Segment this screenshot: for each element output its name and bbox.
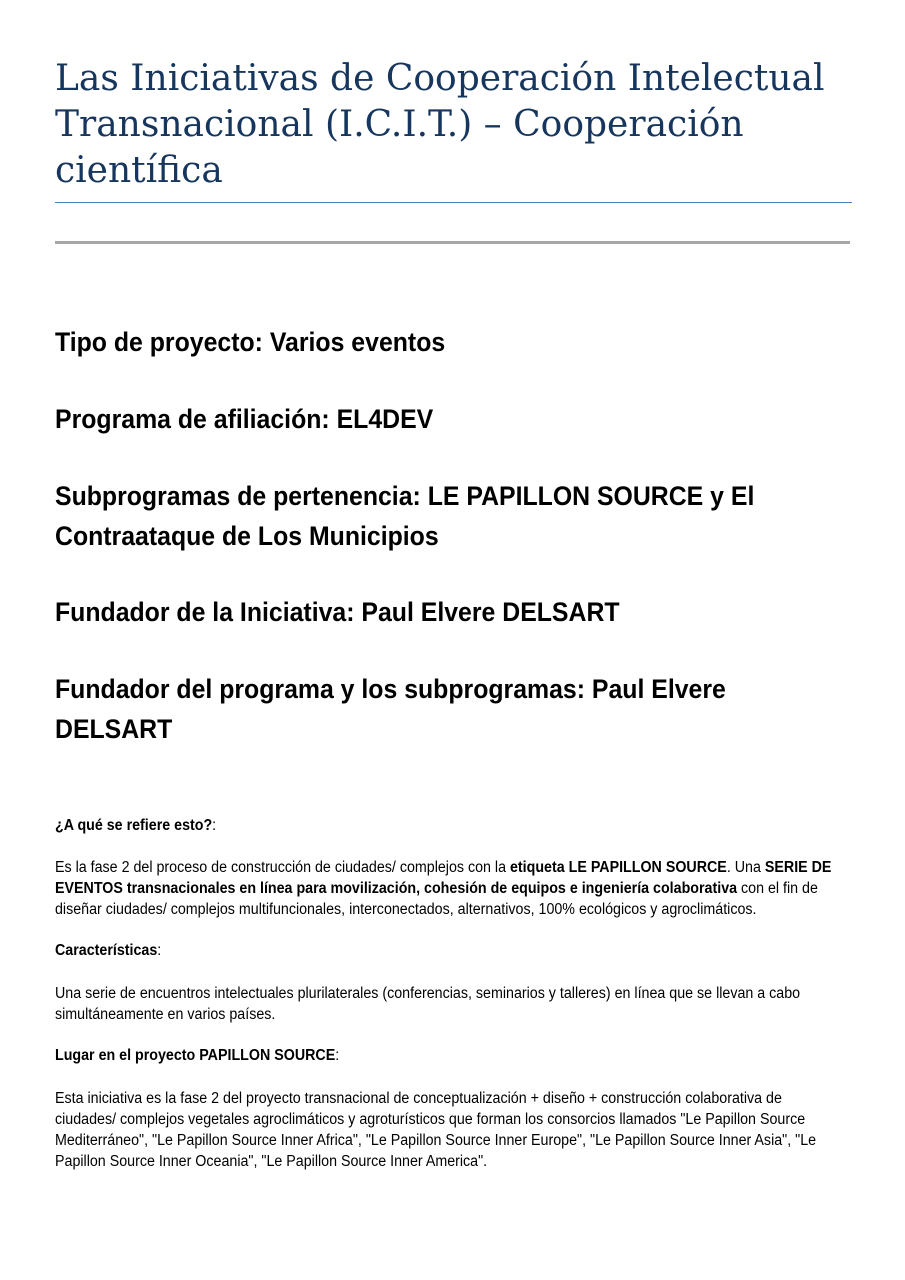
what-text-label-tag: etiqueta LE PAPILLON SOURCE — [509, 859, 727, 876]
features-section-label — [55, 940, 846, 961]
affiliation-program-heading: Programa de afiliación: EL4DEV — [55, 404, 434, 434]
place-section-label — [55, 1045, 846, 1066]
subprograms-heading: Subprogramas de pertenencia: LE PAPILLON SOURCE y El Contraataque de Los Municipios — [55, 481, 755, 551]
document-page — [55, 0, 852, 1170]
what-section-label — [55, 815, 846, 836]
place-label-colon: : — [335, 1047, 340, 1064]
place-paragraph: Esta iniciativa es la fase 2 del proyecto transnacional de conceptualización + diseño + construcción colaborativa de ciudades/ complejos vegetales agroclimáticos y agroturísticos que forman los consorcios llamados "Le Papillon Source Mediterráneo", "Le Papillon Source Inner Africa", "Le Papillon Source Inner Europe", "Le Papillon Source Inner Asia", "Le Papillon Source Inner Oceania", "Le Papillon Source Inner America". — [55, 1090, 817, 1170]
project-type-heading: Tipo de proyecto: Varios eventos — [55, 327, 446, 357]
features-label: Características — [55, 942, 158, 959]
what-text-series: SERIE DE EVENTOS transnacionales en línea para movilización, cohesión de equipos e ingeniería colaborativa — [55, 859, 832, 897]
what-label: ¿A qué se refiere esto? — [55, 817, 213, 834]
program-founder-heading: Fundador del programa y los subprogramas: Paul Elvere DELSART — [55, 674, 726, 744]
initiative-founder-heading: Fundador de la Iniciativa: Paul Elvere DELSART — [55, 597, 620, 627]
features-label-colon: : — [157, 942, 162, 959]
what-label-colon: : — [212, 817, 217, 834]
place-label: Lugar en el proyecto PAPILLON SOURCE — [55, 1047, 336, 1064]
what-text-part3: . Una — [726, 859, 765, 876]
what-text-part1: Es la fase 2 del proceso de construcción de ciudades/ complejos con la — [55, 859, 510, 876]
horizontal-divider — [55, 241, 850, 244]
title-underline — [55, 202, 852, 203]
what-text-part5: con el fin de diseñar ciudades/ complejos multifuncionales, interconectados, alternativos, 100% ecológicos y agroclimáticos. — [55, 880, 818, 918]
what-paragraph — [55, 857, 846, 920]
document-title: Las Iniciativas de Cooperación Intelectual Transnacional (I.C.I.T.) – Cooperación científica — [55, 58, 825, 191]
features-paragraph: Una serie de encuentros intelectuales plurilaterales (conferencias, seminarios y talleres) en línea que se llevan a cabo simultáneamente en varios países. — [55, 985, 801, 1023]
